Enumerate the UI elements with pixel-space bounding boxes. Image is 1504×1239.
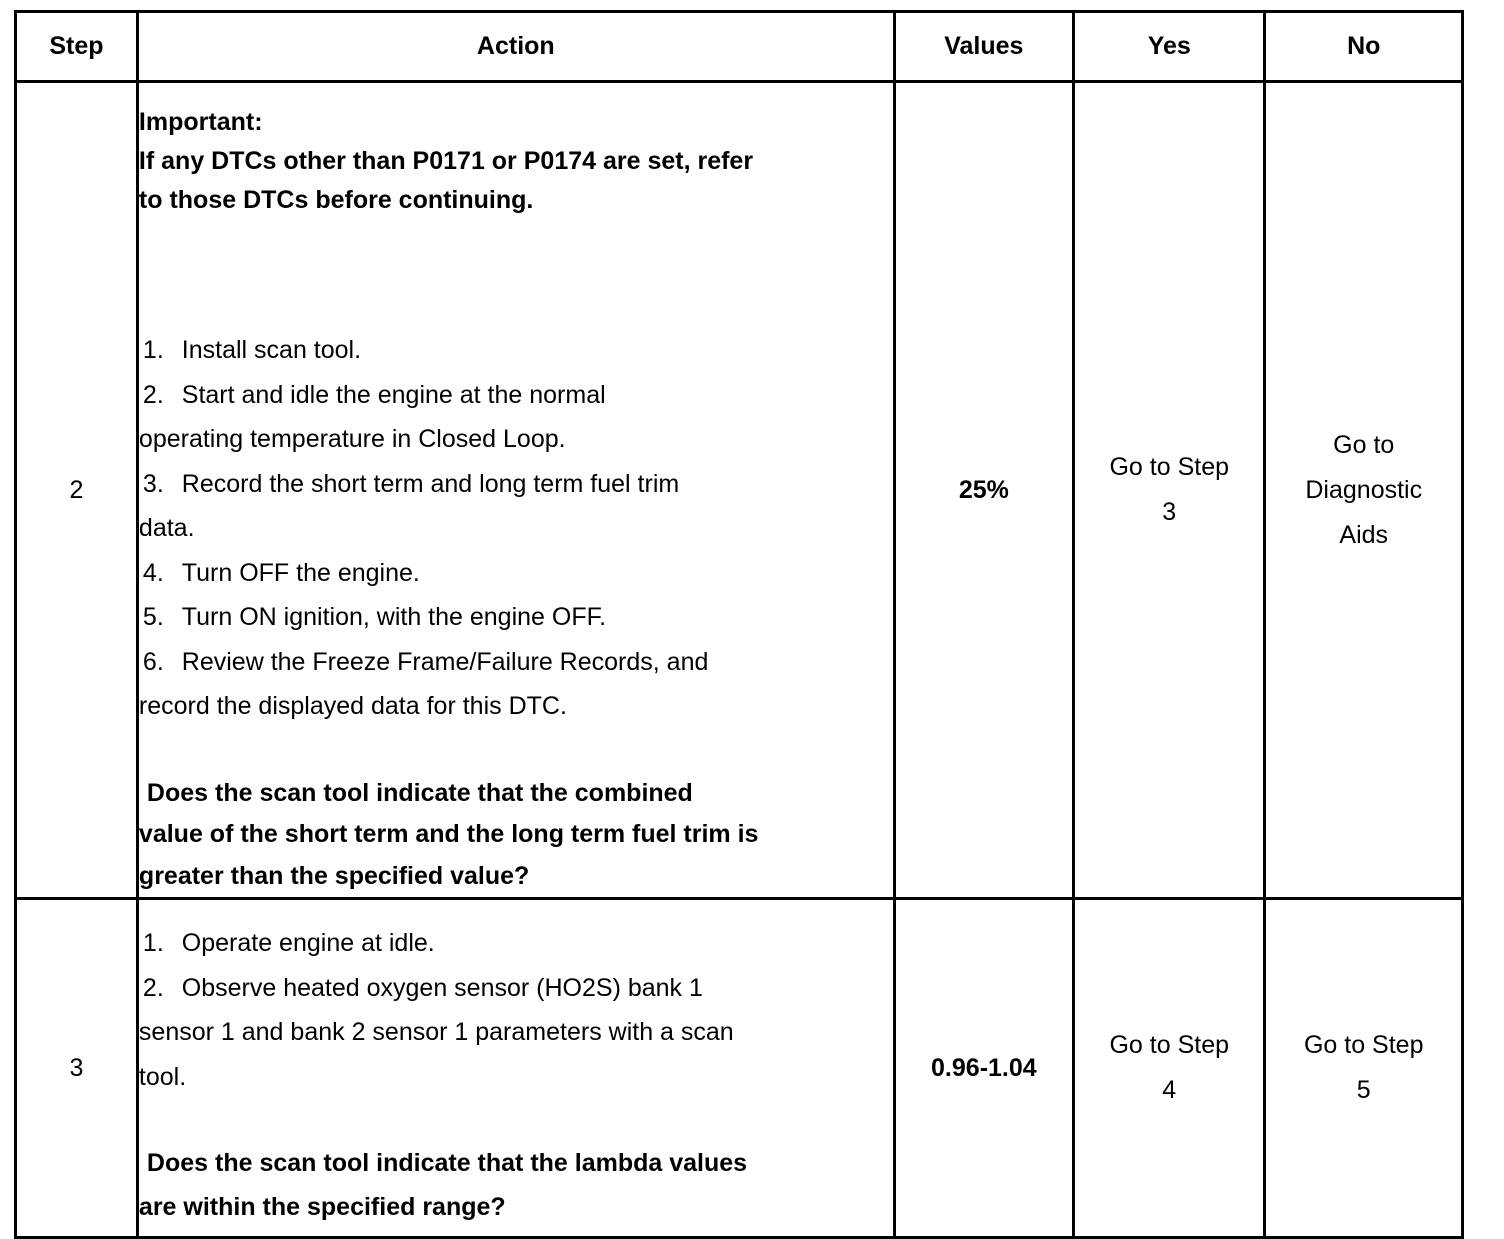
no-cell: Go to Diagnostic Aids [1265,82,1463,899]
list-item: 6. Review the Freeze Frame/Failure Records, and record the displayed data for this DTC. [138,647,709,720]
header-step: Step [16,12,138,82]
step-number: 3 [16,899,138,1238]
list-item: 4. Turn OFF the engine. [142,558,420,587]
list-item: 5. Turn ON ignition, with the engine OFF. [142,603,607,631]
header-values: Values [894,12,1073,82]
list-item: 2. Observe heated oxygen sensor (HO2S) bank 1 sensor 1 and bank 2 sensor 1 parameters with a scan tool. [138,973,734,1091]
diagnostic-table [14,10,1464,1239]
header-no: No [1265,12,1463,82]
yes-cell: Go to Step 4 [1074,899,1265,1238]
substep-list [139,328,893,729]
no-cell: Go to Step 5 [1265,899,1463,1238]
header-row [16,12,1463,82]
question-text: Does the scan tool indicate that the lambda values are within the specified range? [138,1149,748,1221]
list-item: 3. Record the short term and long term fuel trim data. [138,469,680,542]
header-action: Action [137,12,894,82]
table-row-step-3 [16,899,1463,1238]
yes-cell: Go to Step 3 [1074,82,1265,899]
question-text: Does the scan tool indicate that the combined value of the short term and the long term fuel trim is greater than the specified value? [138,778,759,890]
important-label: Important: [138,108,263,136]
action-cell [137,82,894,899]
list-item: 1. Install scan tool. [142,336,362,364]
header-yes: Yes [1074,12,1265,82]
step-number: 2 [16,82,138,899]
important-text-line: to those DTCs before continuing. [138,186,534,214]
value-cell: 25% [894,82,1073,899]
list-item: 2. Start and idle the engine at the normal operating temperature in Closed Loop. [138,380,606,453]
list-item: 1. Operate engine at idle. [142,929,435,957]
value-cell: 0.96-1.04 [894,899,1073,1238]
important-text-line: If any DTCs other than P0171 or P0174 are set, refer [138,147,754,175]
important-note [139,103,893,220]
table-row-step-2 [16,82,1463,899]
substep-list [139,921,893,1099]
action-cell [137,899,894,1238]
